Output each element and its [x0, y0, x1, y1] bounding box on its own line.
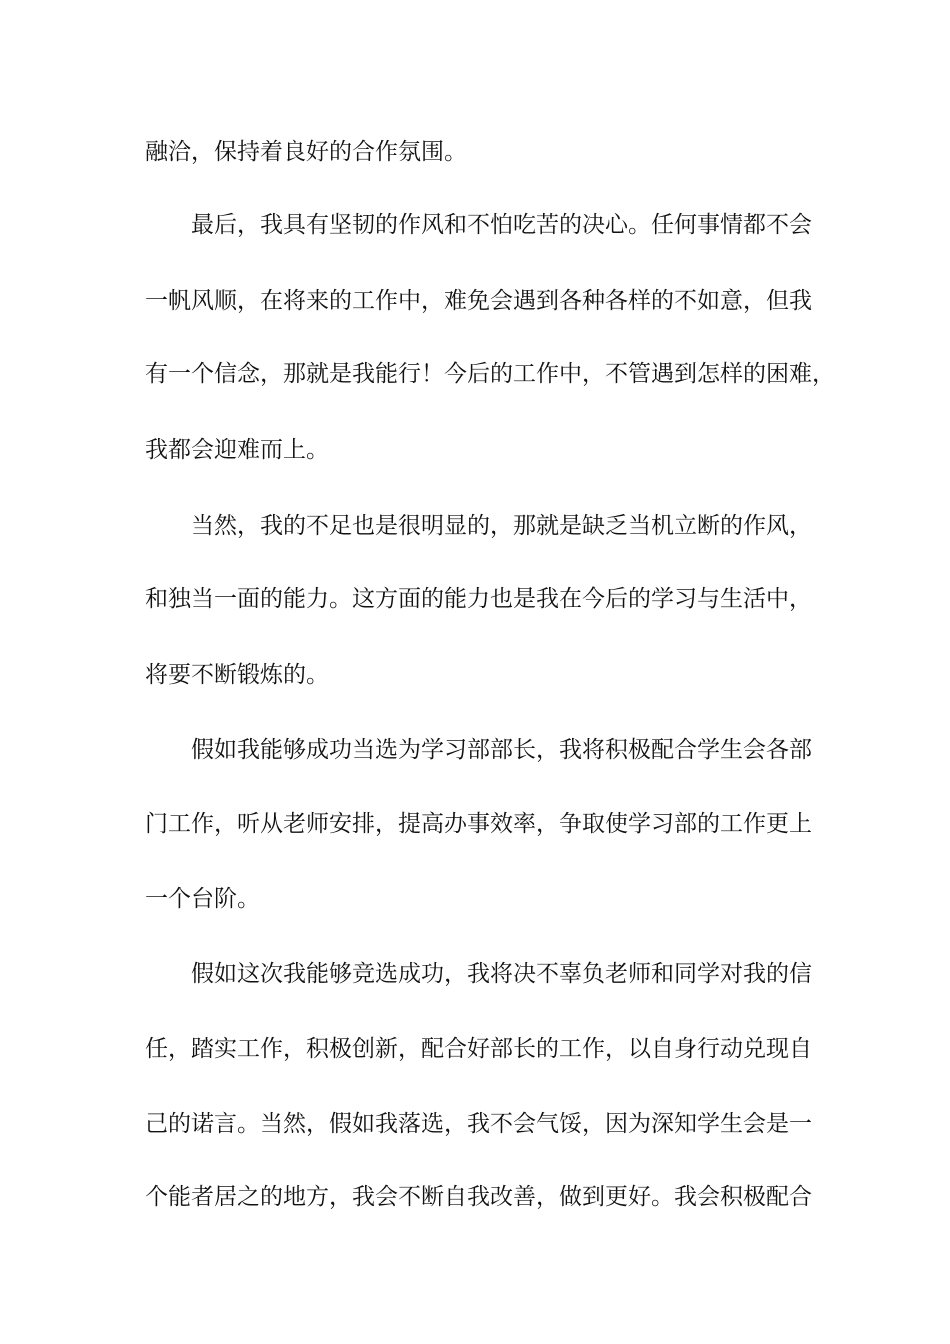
- text-line: 有一个信念，那就是我能行！今后的工作中，不管遇到怎样的困难，: [145, 361, 835, 387]
- text-line: 一个台阶。: [145, 886, 260, 912]
- text-line: 个能者居之的地方，我会不断自我改善，做到更好。我会积极配合: [145, 1184, 812, 1210]
- text-line: 门工作，听从老师安排，提高办事效率，争取使学习部的工作更上: [145, 811, 812, 837]
- paragraph-first-line: 假如我能够成功当选为学习部部长，我将积极配合学生会各部: [191, 737, 812, 763]
- paragraph-first-line: 假如这次我能够竞选成功，我将决不辜负老师和同学对我的信: [191, 961, 812, 987]
- text-line: 任，踏实工作，积极创新，配合好部长的工作，以自身行动兑现自: [145, 1036, 812, 1062]
- text-line: 融洽，保持着良好的合作氛围。: [145, 139, 467, 165]
- text-line: 和独当一面的能力。这方面的能力也是我在今后的学习与生活中，: [145, 586, 812, 612]
- text-line: 己的诺言。当然，假如我落选，我不会气馁，因为深知学生会是一: [145, 1111, 812, 1137]
- paragraph-first-line: 当然，我的不足也是很明显的，那就是缺乏当机立断的作风，: [191, 513, 812, 539]
- text-line: 将要不断锻炼的。: [145, 662, 329, 688]
- text-line: 我都会迎难而上。: [145, 437, 329, 463]
- text-line: 一帆风顺，在将来的工作中，难免会遇到各种各样的不如意，但我: [145, 288, 812, 314]
- paragraph-first-line: 最后，我具有坚韧的作风和不怕吃苦的决心。任何事情都不会: [191, 212, 812, 238]
